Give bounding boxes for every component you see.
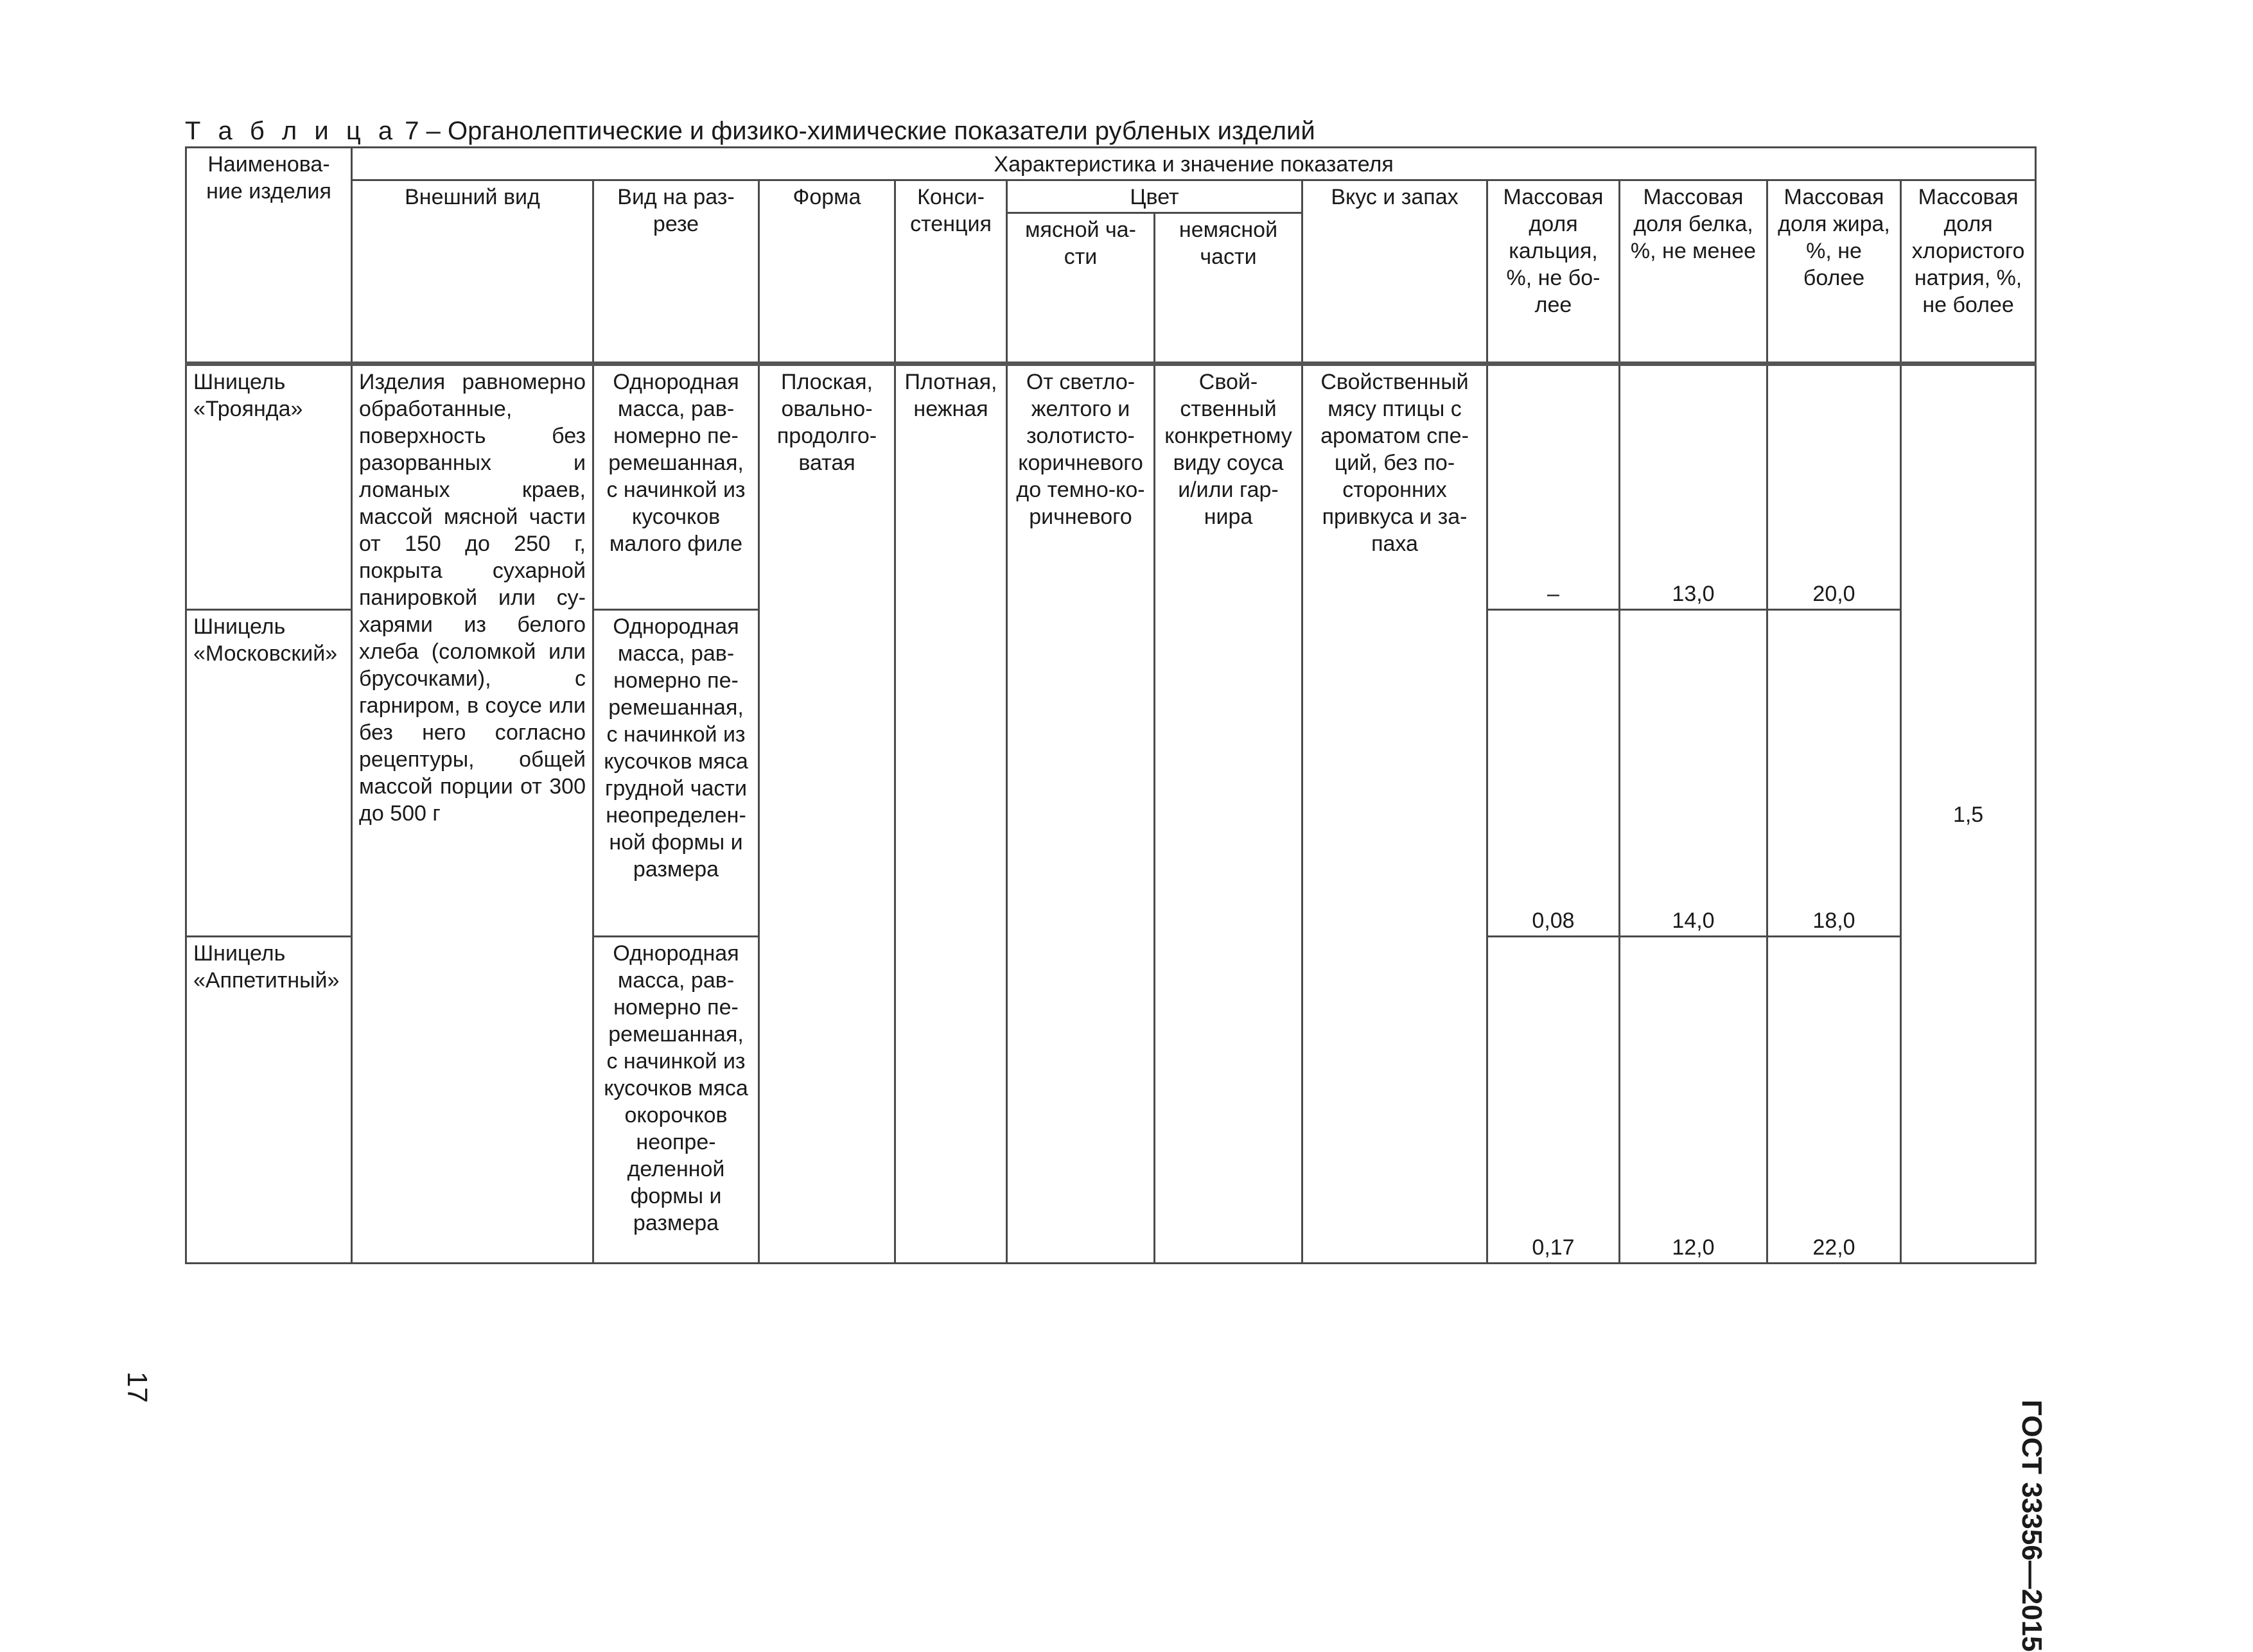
header-salt: Массовая доля хлористого натрия, %, не более <box>1901 180 2036 364</box>
color-meat-cell: От светло-желтого и золотисто-коричневого до темно-коричневого <box>1007 364 1155 1264</box>
calcium-cell: – <box>1487 364 1620 610</box>
taste-cell: Свойственный мясу птицы с ароматом специй, без посторонних привкуса и запаха <box>1302 364 1487 1264</box>
section-view-cell: Однородная масса, равномерно перемешанная, с начинкой из кусочков мяса окорочков неопределенной формы и размера <box>593 937 759 1264</box>
indicators-table <box>185 146 2037 1264</box>
header-appearance: Внешний вид <box>352 180 593 364</box>
section-view-cell: Однородная масса, равномерно перемешанная, с начинкой из кусочков мяса грудной части неопределенной формы и размера <box>593 610 759 937</box>
fat-cell: 18,0 <box>1767 610 1901 937</box>
header-taste: Вкус и запах <box>1302 180 1487 364</box>
section-view-cell: Однородная масса, равномерно перемешанная, с начинкой из кусочков малого филе <box>593 364 759 610</box>
calcium-cell: 0,17 <box>1487 937 1620 1264</box>
header-product-name: Наименование изделия <box>186 148 352 364</box>
header-consistency: Консистенция <box>895 180 1007 364</box>
table-caption-text: 7 – Органолептические и физико-химические показатели рубленых изделий <box>405 117 1315 145</box>
header-color-meat: мясной части <box>1007 213 1155 364</box>
color-nonmeat-cell: Свойственный конкретному виду соуса и/или гарнира <box>1155 364 1302 1264</box>
protein-cell: 14,0 <box>1620 610 1767 937</box>
consistency-cell: Плотная, нежная <box>895 364 1007 1264</box>
header-color-nonmeat: немясной части <box>1155 213 1302 364</box>
table-row <box>186 364 2036 610</box>
header-shape: Форма <box>759 180 895 364</box>
header-calcium: Массовая доля кальция, %, не более <box>1487 180 1620 364</box>
table-caption <box>185 116 1315 146</box>
product-name-cell: Шницель «Аппетитный» <box>186 937 352 1264</box>
fat-cell: 20,0 <box>1767 364 1901 610</box>
protein-cell: 12,0 <box>1620 937 1767 1264</box>
salt-cell: 1,5 <box>1901 364 2036 1264</box>
header-section-view: Вид на разрезе <box>593 180 759 364</box>
header-protein: Массовая доля белка, %, не менее <box>1620 180 1767 364</box>
standard-designation: ГОСТ 33356—2015 <box>2016 1400 2047 1652</box>
fat-cell: 22,0 <box>1767 937 1901 1264</box>
calcium-cell: 0,08 <box>1487 610 1620 937</box>
protein-cell: 13,0 <box>1620 364 1767 610</box>
product-name-cell: Шницель «Троянда» <box>186 364 352 610</box>
header-color: Цвет <box>1007 180 1302 213</box>
product-name-cell: Шницель «Московский» <box>186 610 352 937</box>
table-caption-prefix: Т а б л и ц а <box>185 117 398 145</box>
header-fat: Массовая доля жира, %, не более <box>1767 180 1901 364</box>
appearance-cell: Изделия равномерно обработанные, поверхность без разорванных и ломаных краев, массой мясной части от 150 до 250 г, покрыта сухарной панировкой или сухарями из белого хлеба (соломкой или брусочками), с гарниром, в соусе или без него согласно рецептуры, общей массой порции от 300 до 500 г <box>352 364 593 1264</box>
page-number: 17 <box>121 1371 153 1403</box>
header-characteristic-group: Характеристика и значение показателя <box>352 148 2036 180</box>
shape-cell: Плоская, овально-продолговатая <box>759 364 895 1264</box>
